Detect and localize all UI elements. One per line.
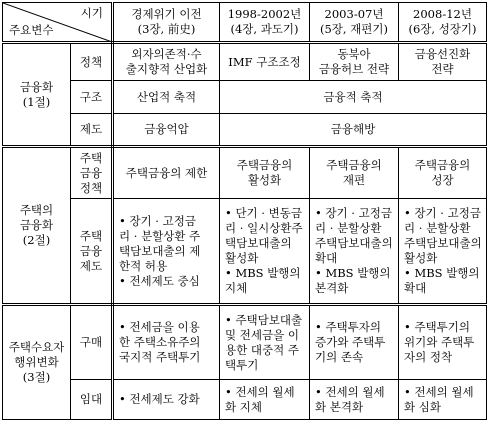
period-header-2003 bbox=[310, 3, 399, 43]
cell-line: 용한 대중적 주 bbox=[225, 342, 299, 357]
cell-line: 리 · 일시상환주 bbox=[225, 221, 303, 235]
behavior-purchase-cell bbox=[113, 305, 220, 380]
cell-line: 확대 bbox=[315, 251, 338, 265]
cell-line: 주택금융의 bbox=[236, 158, 293, 172]
behavior-lease-label: 임대 bbox=[71, 380, 113, 420]
cell-line: 위기와 주택투 bbox=[404, 335, 475, 349]
cell-line: 금융선진화 bbox=[414, 47, 471, 61]
variable-axis-label: 주요변수 bbox=[9, 23, 54, 37]
cell-line: 기의 존속 bbox=[315, 350, 364, 364]
group-label-line: 금융화 bbox=[19, 218, 54, 232]
finance-structure-before: 산업적 축적 bbox=[113, 81, 220, 114]
cell-line: 택담보대출의 제 bbox=[119, 243, 201, 258]
cell-line: 금융허브 전략 bbox=[318, 62, 390, 76]
cell-line: • 단기 · 변동금 bbox=[225, 206, 302, 220]
housing-policy-row bbox=[3, 147, 487, 199]
cell-line: • 장기 · 고정금 bbox=[404, 206, 481, 220]
finance-policy-cell bbox=[310, 43, 399, 81]
row-label-line: 금융 bbox=[79, 243, 103, 258]
cell-line: 국지적 주택투기 bbox=[119, 350, 201, 364]
housing-system-cell bbox=[399, 199, 487, 305]
group-label-line: 주택수요자 bbox=[8, 340, 65, 354]
row-label-line: 정책 bbox=[79, 180, 103, 195]
housing-system-cell bbox=[220, 199, 310, 305]
group-label-line: (2절) bbox=[22, 233, 51, 247]
cell-line: • MBS 발행의 bbox=[225, 266, 301, 280]
housing-policy-cell bbox=[310, 147, 399, 199]
period-header-1998 bbox=[220, 3, 310, 43]
housing-policy-label bbox=[71, 147, 113, 199]
cell-line: 화 심화 bbox=[404, 399, 441, 414]
group-label-line: 금융화 bbox=[19, 79, 54, 94]
cell-line: IMF 구조조정 bbox=[228, 54, 301, 69]
period-header-line: 2003-07년 bbox=[324, 7, 384, 21]
cell-line: • 장기 · 고정금 bbox=[315, 206, 392, 220]
cell-line: • 전세제도 강화 bbox=[119, 392, 200, 406]
group-label-line: (1절) bbox=[22, 94, 51, 109]
finance-policy-row bbox=[3, 43, 487, 81]
cell-line: 한적 허용 bbox=[119, 258, 168, 273]
cell-line: • MBS 발행의 bbox=[315, 266, 391, 280]
cell-line: 본격화 bbox=[315, 281, 349, 295]
cell-line: • 장기 · 고정금 bbox=[119, 213, 196, 228]
behavior-lease-cell bbox=[113, 380, 220, 420]
finance-system-before: 금융억압 bbox=[113, 114, 220, 147]
cell-line: 화 본격화 bbox=[315, 399, 364, 414]
finance-system-label: 제도 bbox=[71, 114, 113, 147]
behavior-lease-cell bbox=[310, 380, 399, 420]
row-label-line: 제도 bbox=[79, 258, 103, 273]
cell-line: 외자의존적·수 bbox=[131, 47, 202, 61]
corner-header-cell bbox=[3, 3, 113, 43]
cell-line: 주택담보대출의 bbox=[404, 236, 482, 250]
cell-line: • 주택투자의 bbox=[315, 320, 381, 334]
cell-line: 리 · 분할상환 주 bbox=[119, 228, 201, 243]
cell-line: 택투기 bbox=[225, 357, 259, 372]
cell-line: 리 · 분할상환 bbox=[315, 221, 382, 235]
cell-line: • 주택담보대출 bbox=[225, 312, 303, 327]
period-header-line: (5장, 재편기) bbox=[319, 22, 389, 36]
finance-system-after: 금융해방 bbox=[220, 114, 487, 147]
cell-line: 주택담보대출의 bbox=[315, 236, 393, 250]
cell-line: • 전세제도 중심 bbox=[119, 273, 200, 288]
finance-policy-cell bbox=[399, 43, 487, 81]
cell-line: 활성화 bbox=[247, 173, 282, 187]
finance-group-label bbox=[3, 43, 71, 147]
period-header-pre-crisis bbox=[113, 3, 220, 43]
group-label-line: (3절) bbox=[22, 370, 51, 384]
period-header-line: (6장, 성장기) bbox=[408, 22, 477, 36]
cell-line: 활성화 bbox=[404, 251, 438, 265]
period-header-line: (3장, 前史) bbox=[137, 22, 196, 36]
cell-line: 주택금융의 bbox=[414, 158, 471, 172]
cell-line: • MBS 발행의 bbox=[404, 266, 480, 280]
behavior-group-label bbox=[3, 305, 71, 420]
group-label-line: 행위변화 bbox=[14, 355, 59, 369]
cell-line: 주택금융의 제한 bbox=[125, 165, 208, 180]
period-header-line: 2008-12년 bbox=[413, 7, 472, 21]
cell-line: • 전세의 월세 bbox=[404, 384, 474, 399]
period-header-2008 bbox=[399, 3, 487, 43]
cell-line: 자의 정착 bbox=[404, 350, 453, 364]
cell-line: 활성화 bbox=[225, 251, 259, 265]
behavior-lease-cell bbox=[399, 380, 487, 420]
finance-structure-after: 금융적 축적 bbox=[220, 81, 487, 114]
behavior-purchase-label: 구매 bbox=[71, 305, 113, 380]
cell-line: 성장 bbox=[431, 173, 454, 187]
behavior-purchase-cell bbox=[220, 305, 310, 380]
finance-policy-cell bbox=[113, 43, 220, 81]
row-label-line: 주택 bbox=[79, 150, 103, 165]
cell-line: 리 · 분할상환 bbox=[404, 221, 471, 235]
cell-line: 택담보대출의 bbox=[225, 236, 292, 250]
cell-line: • 전세의 월세 bbox=[225, 384, 295, 399]
housing-system-cell bbox=[113, 199, 220, 305]
housing-system-label bbox=[71, 199, 113, 305]
housing-policy-cell bbox=[113, 147, 220, 199]
cell-line: 전략 bbox=[431, 62, 454, 76]
cell-line: 확대 bbox=[404, 281, 427, 295]
housing-system-row bbox=[3, 199, 487, 305]
housing-policy-cell bbox=[220, 147, 310, 199]
finance-structure-row bbox=[3, 81, 487, 114]
period-header-line: 1998-2002년 bbox=[227, 7, 302, 21]
housing-system-cell bbox=[310, 199, 399, 305]
behavior-lease-cell bbox=[220, 380, 310, 420]
row-label-line: 금융 bbox=[79, 165, 103, 180]
period-header-line: (4장, 과도기) bbox=[230, 22, 299, 36]
group-label-line: 주택의 bbox=[19, 203, 54, 217]
housing-group-label bbox=[3, 147, 71, 305]
behavior-purchase-cell bbox=[310, 305, 399, 380]
header-row bbox=[3, 3, 487, 43]
cell-line: 지체 bbox=[225, 281, 248, 295]
behavior-lease-row bbox=[3, 380, 487, 420]
behavior-purchase-row bbox=[3, 305, 487, 380]
cell-line: • 전세금을 이용 bbox=[119, 320, 200, 334]
housing-policy-cell bbox=[399, 147, 487, 199]
finance-policy-cell bbox=[220, 43, 310, 81]
finance-system-row bbox=[3, 114, 487, 147]
period-header-line: 경제위기 이전 bbox=[131, 7, 202, 21]
cell-line: 재편 bbox=[342, 173, 366, 187]
cell-line: 증가와 주택투 bbox=[315, 335, 386, 349]
cell-line: 동북아 bbox=[337, 47, 371, 61]
period-axis-label: 시기 bbox=[80, 6, 103, 20]
cell-line: 주택금융의 bbox=[326, 158, 382, 172]
cell-line: 출지향적 산업화 bbox=[125, 62, 208, 76]
cell-line: 및 전세금을 이 bbox=[225, 327, 299, 342]
finance-structure-label: 구조 bbox=[71, 81, 113, 114]
row-label-line: 주택 bbox=[79, 228, 103, 243]
cell-line: 한 주택소유주의 bbox=[119, 335, 201, 349]
cell-line: • 전세의 월세 bbox=[315, 384, 385, 399]
cell-line: • 주택투기의 bbox=[404, 320, 470, 334]
behavior-purchase-cell bbox=[399, 305, 487, 380]
finance-policy-label: 정책 bbox=[71, 43, 113, 81]
cell-line: 화 지체 bbox=[225, 399, 262, 414]
policy-period-table bbox=[2, 2, 487, 420]
